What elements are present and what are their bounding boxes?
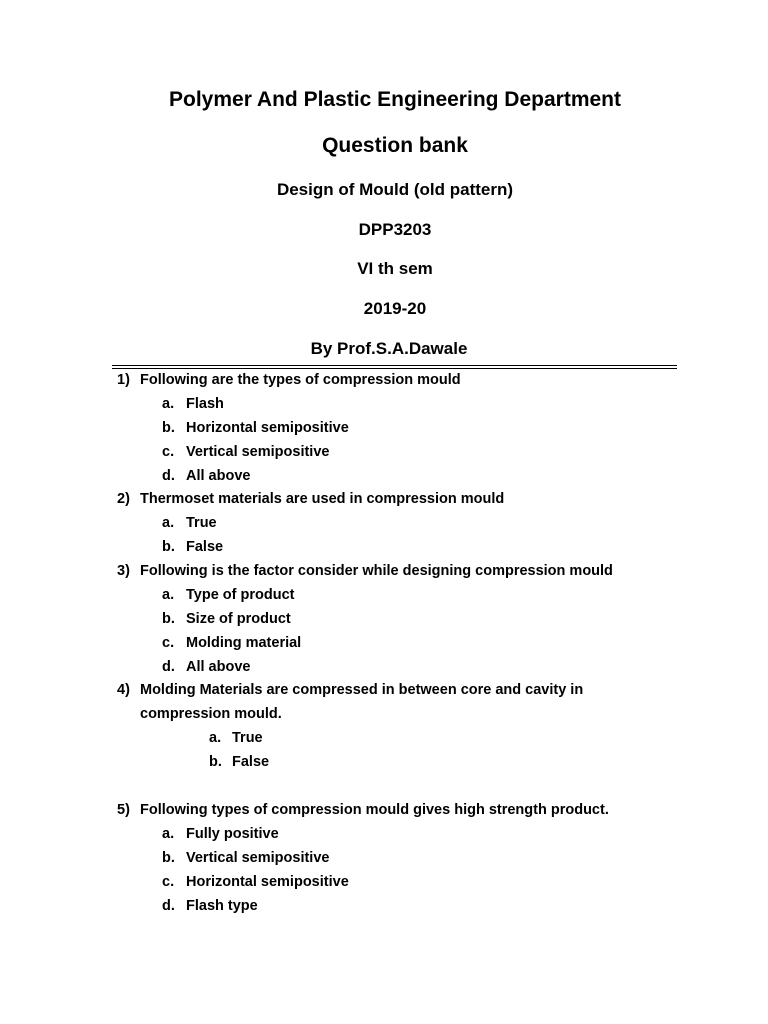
option-text: Horizontal semipositive <box>186 420 349 436</box>
divider-line-top <box>112 365 677 366</box>
option-letter: d. <box>162 468 175 484</box>
option-letter: d. <box>162 659 175 675</box>
option-text: True <box>186 515 217 531</box>
divider-line-bottom <box>112 368 677 369</box>
author-line: By Prof.S.A.Dawale <box>310 339 468 358</box>
option-letter: c. <box>162 874 175 890</box>
question-number: 1) <box>117 372 130 388</box>
option-letter: a. <box>162 826 175 842</box>
question-text: Following is the factor consider while designing compression mould <box>140 563 613 579</box>
option-text: Type of product <box>186 587 295 603</box>
question-text: Thermoset materials are used in compression mould <box>140 491 505 507</box>
option-letter: a. <box>162 587 175 603</box>
option-letter: b. <box>162 611 175 627</box>
option-letter: b. <box>162 420 175 436</box>
question-text: compression mould. <box>140 706 282 722</box>
question-number: 2) <box>117 491 130 507</box>
question-number: 5) <box>117 802 130 818</box>
question-text: Molding Materials are compressed in between core and cavity in <box>140 682 584 698</box>
option-text: Fully positive <box>186 826 279 842</box>
option-text: All above <box>186 659 251 675</box>
option-text: All above <box>186 468 251 484</box>
option-letter: c. <box>162 635 175 651</box>
option-letter: a. <box>162 515 175 531</box>
option-letter: c. <box>162 444 175 460</box>
option-text: Flash <box>186 396 224 412</box>
option-letter: a. <box>209 730 222 746</box>
option-text: Horizontal semipositive <box>186 874 349 890</box>
option-text: True <box>232 730 263 746</box>
academic-year: 2019-20 <box>363 299 427 318</box>
option-text: Flash type <box>186 898 258 914</box>
subject-name: Design of Mould (old pattern) <box>276 180 514 199</box>
option-text: Size of product <box>186 611 291 627</box>
option-text: False <box>232 754 270 770</box>
page-title: Question bank <box>322 134 468 157</box>
option-text: Vertical semipositive <box>186 850 330 866</box>
option-letter: b. <box>162 539 175 555</box>
option-letter: b. <box>162 850 175 866</box>
semester: VI th sem <box>357 259 433 278</box>
option-letter: b. <box>209 754 222 770</box>
question-text: Following types of compression mould gives high strength product. <box>140 802 609 818</box>
course-code: DPP3203 <box>358 220 432 239</box>
option-letter: d. <box>162 898 175 914</box>
option-text: False <box>186 539 224 555</box>
question-number: 3) <box>117 563 130 579</box>
option-letter: a. <box>162 396 175 412</box>
option-text: Molding material <box>186 635 302 651</box>
question-text: Following are the types of compression mould <box>140 372 461 388</box>
option-text: Vertical semipositive <box>186 444 330 460</box>
question-number: 4) <box>117 682 130 698</box>
department-title: Polymer And Plastic Engineering Department <box>169 88 621 111</box>
